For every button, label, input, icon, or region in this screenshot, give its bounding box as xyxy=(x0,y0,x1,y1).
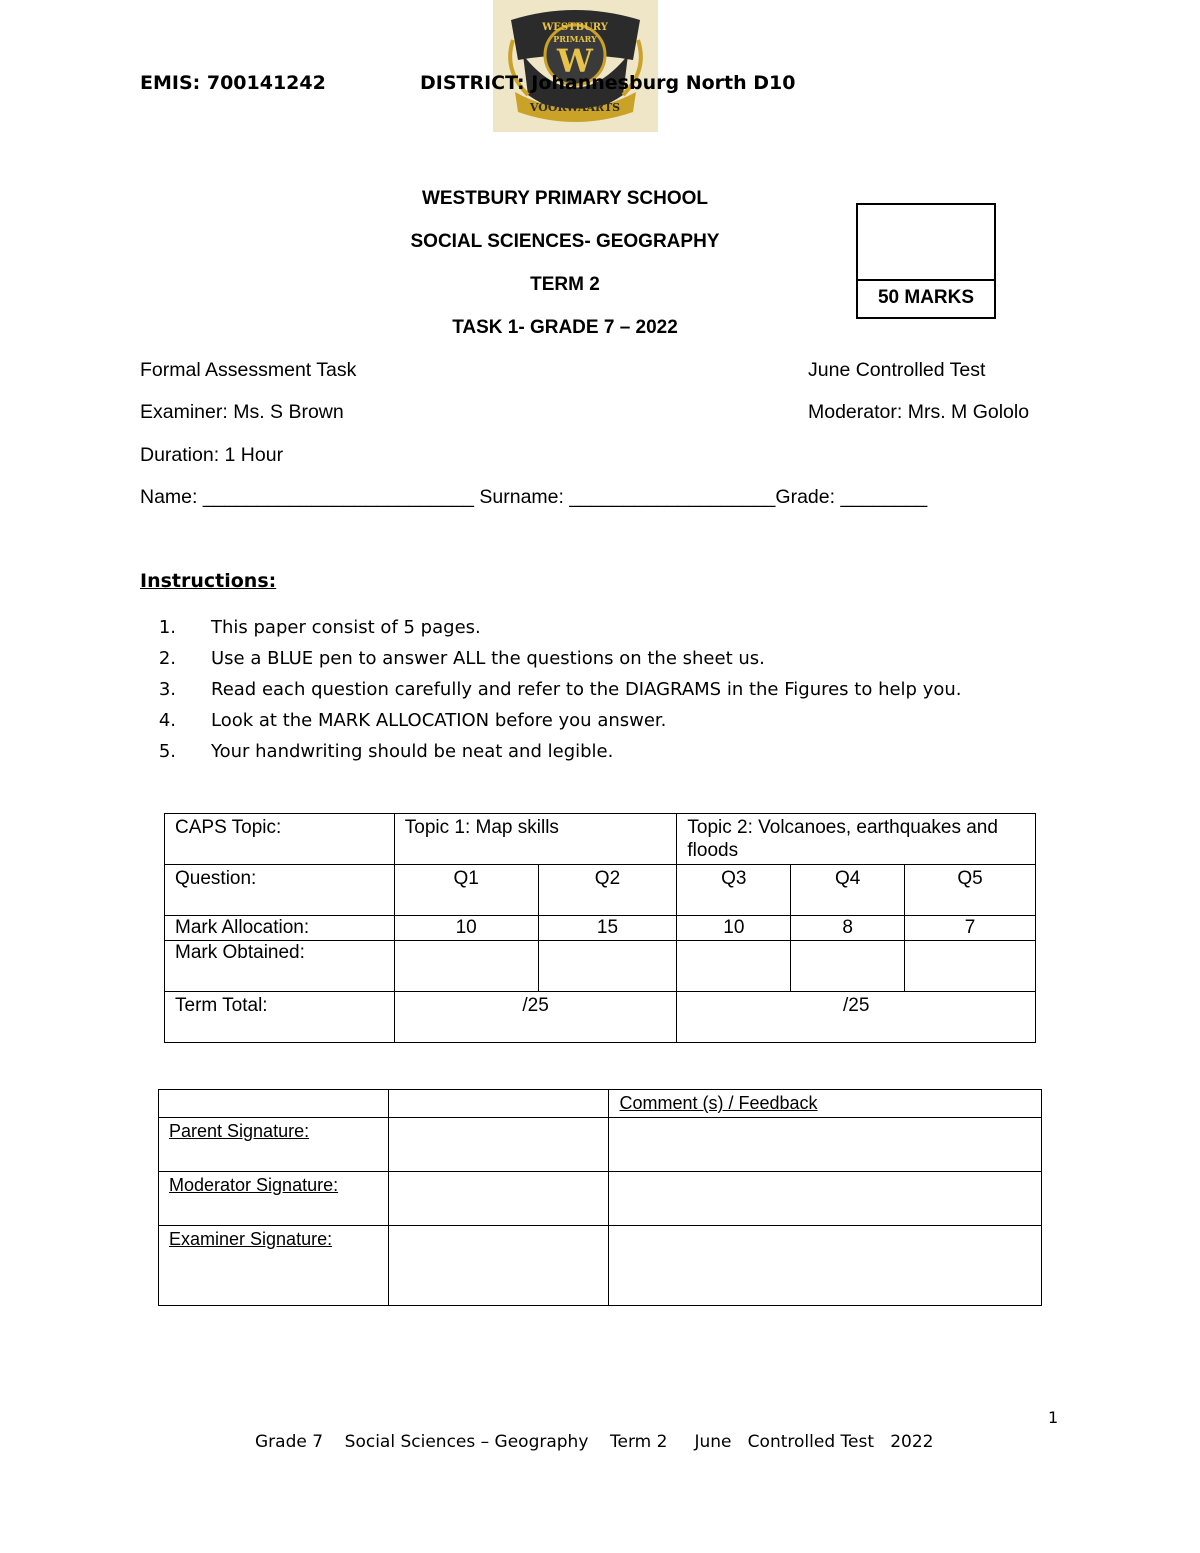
comment-cell[interactable] xyxy=(609,1226,1042,1306)
mark-obtained-cell[interactable] xyxy=(905,941,1036,992)
question-cell: Q4 xyxy=(791,865,905,916)
mark-obtained-cell[interactable] xyxy=(394,941,538,992)
empty-header-cell xyxy=(159,1090,389,1118)
svg-text:PRIMARY: PRIMARY xyxy=(553,34,597,44)
school-logo xyxy=(493,0,658,132)
topic-1: Topic 1: Map skills xyxy=(394,814,677,865)
list-item: 2. Use a BLUE pen to answer ALL the questions on the sheet us. xyxy=(158,648,765,669)
list-item: 1. This paper consist of 5 pages. xyxy=(158,617,481,638)
question-label: Question: xyxy=(165,865,395,916)
moderator: Moderator: Mrs. M Gololo xyxy=(808,401,1030,423)
caps-topic-table xyxy=(164,813,1036,1043)
mark-obtained-cell[interactable] xyxy=(538,941,677,992)
question-cell: Q3 xyxy=(677,865,791,916)
assessment-type: Formal Assessment Task xyxy=(140,359,357,381)
allocation-cell: 10 xyxy=(394,916,538,941)
list-item: 5. Your handwriting should be neat and legible. xyxy=(158,741,614,762)
mark-obtained-cell[interactable] xyxy=(791,941,905,992)
emis-number: EMIS: 700141242 xyxy=(140,72,326,94)
svg-text:VOORWAARTS: VOORWAARTS xyxy=(529,101,621,114)
examiner-signature-label: Examiner Signature: xyxy=(159,1226,389,1306)
term-total-topic-1: /25 xyxy=(394,992,677,1043)
caps-topic-label: CAPS Topic: xyxy=(165,814,395,865)
district: DISTRICT: Johannesburg North D10 xyxy=(420,72,796,94)
subject-title: SOCIAL SCIENCES- GEOGRAPHY xyxy=(410,231,720,252)
total-marks-label: 50 MARKS xyxy=(858,279,994,317)
question-cell: Q1 xyxy=(394,865,538,916)
page-footer: Grade 7 Social Sciences – Geography Term 2 June Controlled Test 2022 xyxy=(255,1432,934,1452)
moderator-signature-label: Moderator Signature: xyxy=(159,1172,389,1226)
comment-cell[interactable] xyxy=(609,1118,1042,1172)
comment-feedback-header: Comment (s) / Feedback xyxy=(609,1090,1042,1118)
comment-cell[interactable] xyxy=(609,1172,1042,1226)
school-name: WESTBURY PRIMARY SCHOOL xyxy=(421,188,709,209)
mark-allocation-label: Mark Allocation: xyxy=(165,916,395,941)
allocation-cell: 15 xyxy=(538,916,677,941)
signature-cell[interactable] xyxy=(388,1118,609,1172)
instructions-list xyxy=(140,614,962,769)
svg-text:WESTBURY: WESTBURY xyxy=(542,22,608,33)
term-total-label: Term Total: xyxy=(165,992,395,1043)
svg-text:W: W xyxy=(557,42,593,80)
question-cell: Q5 xyxy=(905,865,1036,916)
topic-2: Topic 2: Volcanoes, earthquakes and floods xyxy=(677,814,1036,865)
term-title: TERM 2 xyxy=(530,274,600,295)
parent-signature-label: Parent Signature: xyxy=(159,1118,389,1172)
signature-table xyxy=(158,1089,1042,1306)
instructions-title: Instructions: xyxy=(140,570,277,592)
allocation-cell: 8 xyxy=(791,916,905,941)
list-item: 3. Read each question carefully and refer to the DIAGRAMS in the Figures to help you. xyxy=(158,679,962,700)
page-number: 1 xyxy=(1048,1408,1059,1427)
marks-box xyxy=(856,203,996,319)
allocation-cell: 10 xyxy=(677,916,791,941)
empty-header-cell xyxy=(388,1090,609,1118)
question-cell: Q2 xyxy=(538,865,677,916)
crest-icon xyxy=(493,0,658,132)
duration: Duration: 1 Hour xyxy=(140,444,284,466)
term-total-topic-2: /25 xyxy=(677,992,1036,1043)
task-title: TASK 1- GRADE 7 – 2022 xyxy=(452,317,678,338)
test-type: June Controlled Test xyxy=(808,359,986,381)
signature-cell[interactable] xyxy=(388,1172,609,1226)
allocation-cell: 7 xyxy=(905,916,1036,941)
mark-obtained-cell[interactable] xyxy=(677,941,791,992)
examiner: Examiner: Ms. S Brown xyxy=(140,401,344,423)
name-surname-grade-line: Name: _________________________ Surname: ___________________Grade: ________ xyxy=(140,486,928,508)
signature-cell[interactable] xyxy=(388,1226,609,1306)
list-item: 4. Look at the MARK ALLOCATION before you answer. xyxy=(158,710,667,731)
mark-obtained-label: Mark Obtained: xyxy=(165,941,395,992)
